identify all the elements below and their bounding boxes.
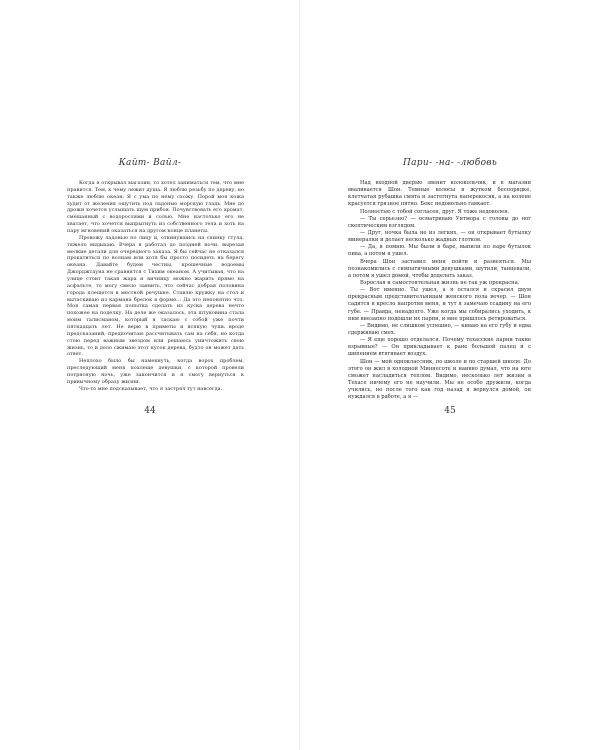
left-page-text: [67, 180, 244, 393]
paragraph: — Да, я помню. Мы были в баре, выпили по паре бутылок пива, а потом я ушел.: [348, 244, 531, 258]
paragraph: Вчера Шон заставил меня пойти и развеяться. Мы познакомились с симпатичными девушками, шутили, танцевали, а потом я ушел домой, чтобы доделать заказ.: [348, 258, 531, 279]
paragraph: Над входной дверью звенит колокольчик, и в магазин вваливается Шон. Темные волосы в жутком беспорядке, клетчатая рубашка смята и застегнута наперекосяк, а на колене красуется грязное пятно. Бекс недовольно гавкает.: [348, 180, 531, 208]
paragraph: — Я еще хорошо отделался. Почему техасские парни такие взрывные? — Он прикладывает к ране большой палец и с шипением втягивает воздух.: [348, 337, 531, 358]
paragraph: — Ты серьезно? — осматриваю Уитмора с головы до ног скептическим взглядом.: [348, 215, 531, 229]
paragraph: — Вот именно. Ты ушел, а я остался и скрасил двум прекрасным представительницам женского пола вечер. — Шон садится в кресло напротив меня, и тут я замечаю ссадину на его губе. — Правда, ненадолго. Уже когда мы собирались уходить, к ним внезапно подошли их парни, и мне пришлось ретироваться.: [348, 287, 531, 322]
right-page: [300, 0, 600, 750]
paragraph: — Видимо, не слишком успешно, — киваю на его губу и едва сдерживаю смех.: [348, 322, 531, 336]
paragraph: Полностью с тобой согласен, друг. Я тоже недоволен.: [360, 208, 510, 215]
right-running-head: Пари- -на- -любовь: [402, 158, 498, 168]
paragraph: Взрослая и самостоятельная жизнь не так уж прекрасна.: [360, 279, 520, 286]
right-page-number: 45: [444, 406, 456, 416]
right-page-text: [348, 180, 531, 401]
left-running-head: Кайт- Вайл-: [118, 158, 182, 168]
paragraph: Провожу ладонью по лицу и, откинувшись на спинку стула, тяжело выдыхаю. Вчера я работал до поздней ночи, вырезая мелкие детали для очередного заказа. Я бы сейчас не отказался прокатиться по волнам или хотя бы просто посидеть на берегу океана. Давайте будем честны, крошечные водоемы Джорджтауна не сравнятся с Тихим океаном. А учитывая, что на улице стоит такая жара и яичницу можно жарить прямо на асфальте, то могу смело заявить, что сейчас добрая половина города плещется в местной речушке. Ставлю кружку на стол и вытаскиваю из кармана брелок в форме… Да это непонятно что. Моя самая первая попытка сделать из куска дерева нечто похожее на поделку. На деле же оказалось, эта штуковина стала моим талисманом, который я таскаю с собой уже почти пятнадцать лет. Не верю в приметы и всякую чушь вроде предсказаний, предпочитаю рассчитывать сам на себя, но когда стою перед важным звездом или решаюсь уничтожить свою жизнь, то и дело сжимаю этот кусок дерева, будто он может дать ответ.: [67, 234, 244, 358]
left-page-number: 44: [144, 406, 156, 416]
paragraph: Что-то мне подсказывает, что я застрял тут навсегда.: [79, 385, 223, 392]
paragraph: — Друг, ночка была не из легких, — он открывает бутылку минералки и делает несколько жадных глотков.: [348, 229, 531, 244]
paragraph: Неплохо было бы намекнуть, когда ворох проблем, преследующий меня похлеще девушки, с которой провели потрясную ночь, уже закончится и я смогу вернуться к привычному образу жизни.: [67, 358, 244, 385]
paragraph: Когда я открывал магазин, то хотел заниматься тем, что мне нравится. Тем, к чему лежит душа. Я люблю резьбу по дереву, но также люблю океан. Я с ума по нему схожу. Порой моя кожа зудит от желения ощутить под ладонью морскую гладь. Мне до дрожи хочется услышать шум прибоя. Почувствовать его аромат, смешанный с водорослями и солью. Мне настолько его не хватает, что хочется выпрыгнуть из собственного тела и хоть на пару мгновений оказаться на другом конце планеты.: [67, 180, 244, 235]
paragraph: Шон — мой одноклассник, по школе и по старшей школе. До этого он жил в холодной Миннесоте и наивно думал, что на юге сможет насладиться теплом. Видимо, несколько лет жизни в Техасе ничему его не научили. Мы не особо дружили, когда учились, но после того как год назад я вернулся домой, он нуждался в работе, а я —: [348, 358, 531, 401]
